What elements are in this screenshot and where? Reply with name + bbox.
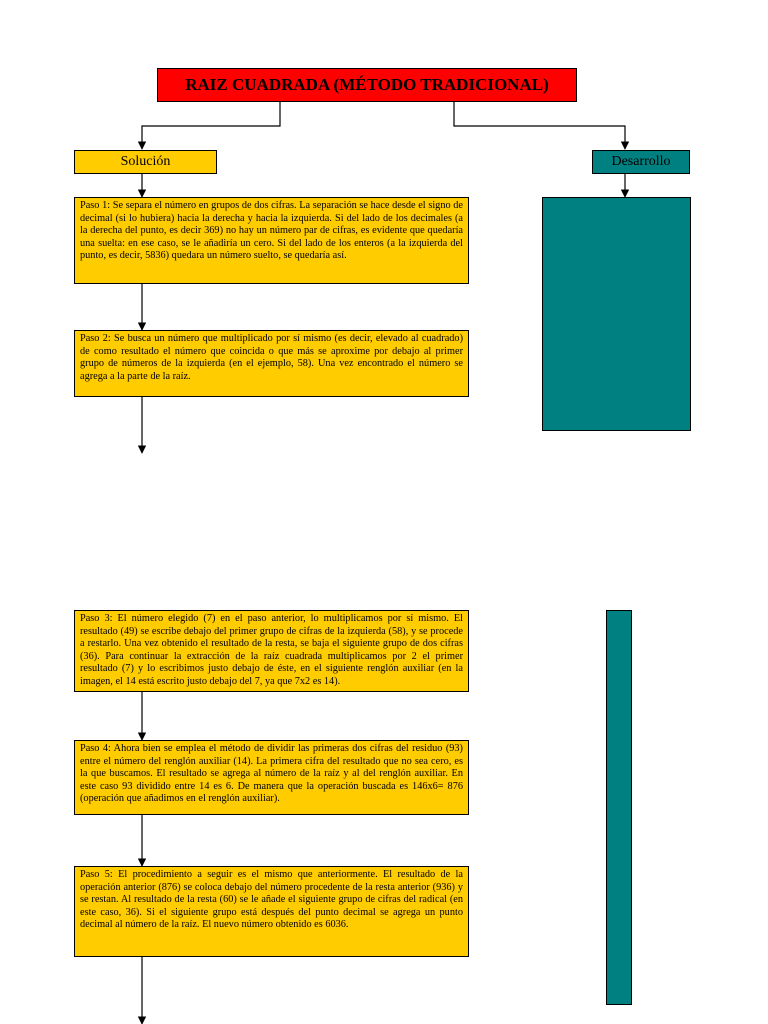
desarrollo-panel-top (542, 197, 691, 431)
step-5-box: Paso 5: El procedimiento a seguir es el mismo que anteriormente. El resultado de la operación anterior (876) se coloca debajo del número procedente de la resta anterior (936) y se restan. Al resultado de la resta (60) se le añade el siguiente grupo de cifras del radical (en este caso, 36). Si el siguiente grupo está después del punto decimal se agrega un punto decimal al número de la raíz. El nuevo número obtenido es 6036. (74, 866, 469, 957)
solucion-header: Solución (74, 150, 217, 174)
desarrollo-panel-bottom (606, 610, 632, 1005)
connector-title-desarrollo (454, 102, 625, 149)
step-3-box: Paso 3: El número elegido (7) en el paso anterior, lo multiplicamos por sí mismo. El resultado (49) se escribe debajo del primer grupo de cifras de la izquierda (58), y se procede a restarlo. Una vez obtenido el resultado de la resta, se baja el siguiente grupo de dos cifras (36). Para continuar la extracción de la raíz cuadrada multiplicamos por 2 el primer resultado (7) y lo escribimos justo debajo de éste, en el siguiente renglón auxiliar (en la imagen, el 14 está escrito justo debajo del 7, ya que 7x2 es 14). (74, 610, 469, 692)
step-4-box: Paso 4: Ahora bien se emplea el método de dividir las primeras dos cifras del residuo (93) entre el número del renglón auxiliar (14). La primera cifra del resultado que no sea cero, es la que buscamos. El resultado se agrega al número de la raíz y al del renglón auxiliar. En este caso 93 dividido entre 14 es 6. De manera que la operación buscada es 146x6= 876 (operación que añadimos en el renglón auxiliar). (74, 740, 469, 815)
connector-title-solucion (142, 102, 280, 149)
step-1-box: Paso 1: Se separa el número en grupos de dos cifras. La separación se hace desde el signo de decimal (si lo hubiera) hacia la derecha y hacia la izquierda. Si del lado de los decimales (a la derecha del punto, es decir 369) no hay un número par de cifras, es evidente que quedaría una suelta: en ese caso, se le añadiría un cero. Si del lado de los enteros (a la izquierda del punto, es decir, 5836) quedara un número suelto, se quedaría así. (74, 197, 469, 284)
step-2-box: Paso 2: Se busca un número que multiplicado por sí mismo (es decir, elevado al cuadrado) de como resultado el número que coincida o que más se aproxime por debajo al primer grupo de números de la izquierda (en el ejemplo, 58). Una vez encontrado el número se agrega a la parte de la raíz. (74, 330, 469, 397)
diagram-title: RAIZ CUADRADA (MÉTODO TRADICIONAL) (157, 68, 577, 102)
desarrollo-header: Desarrollo (592, 150, 690, 174)
